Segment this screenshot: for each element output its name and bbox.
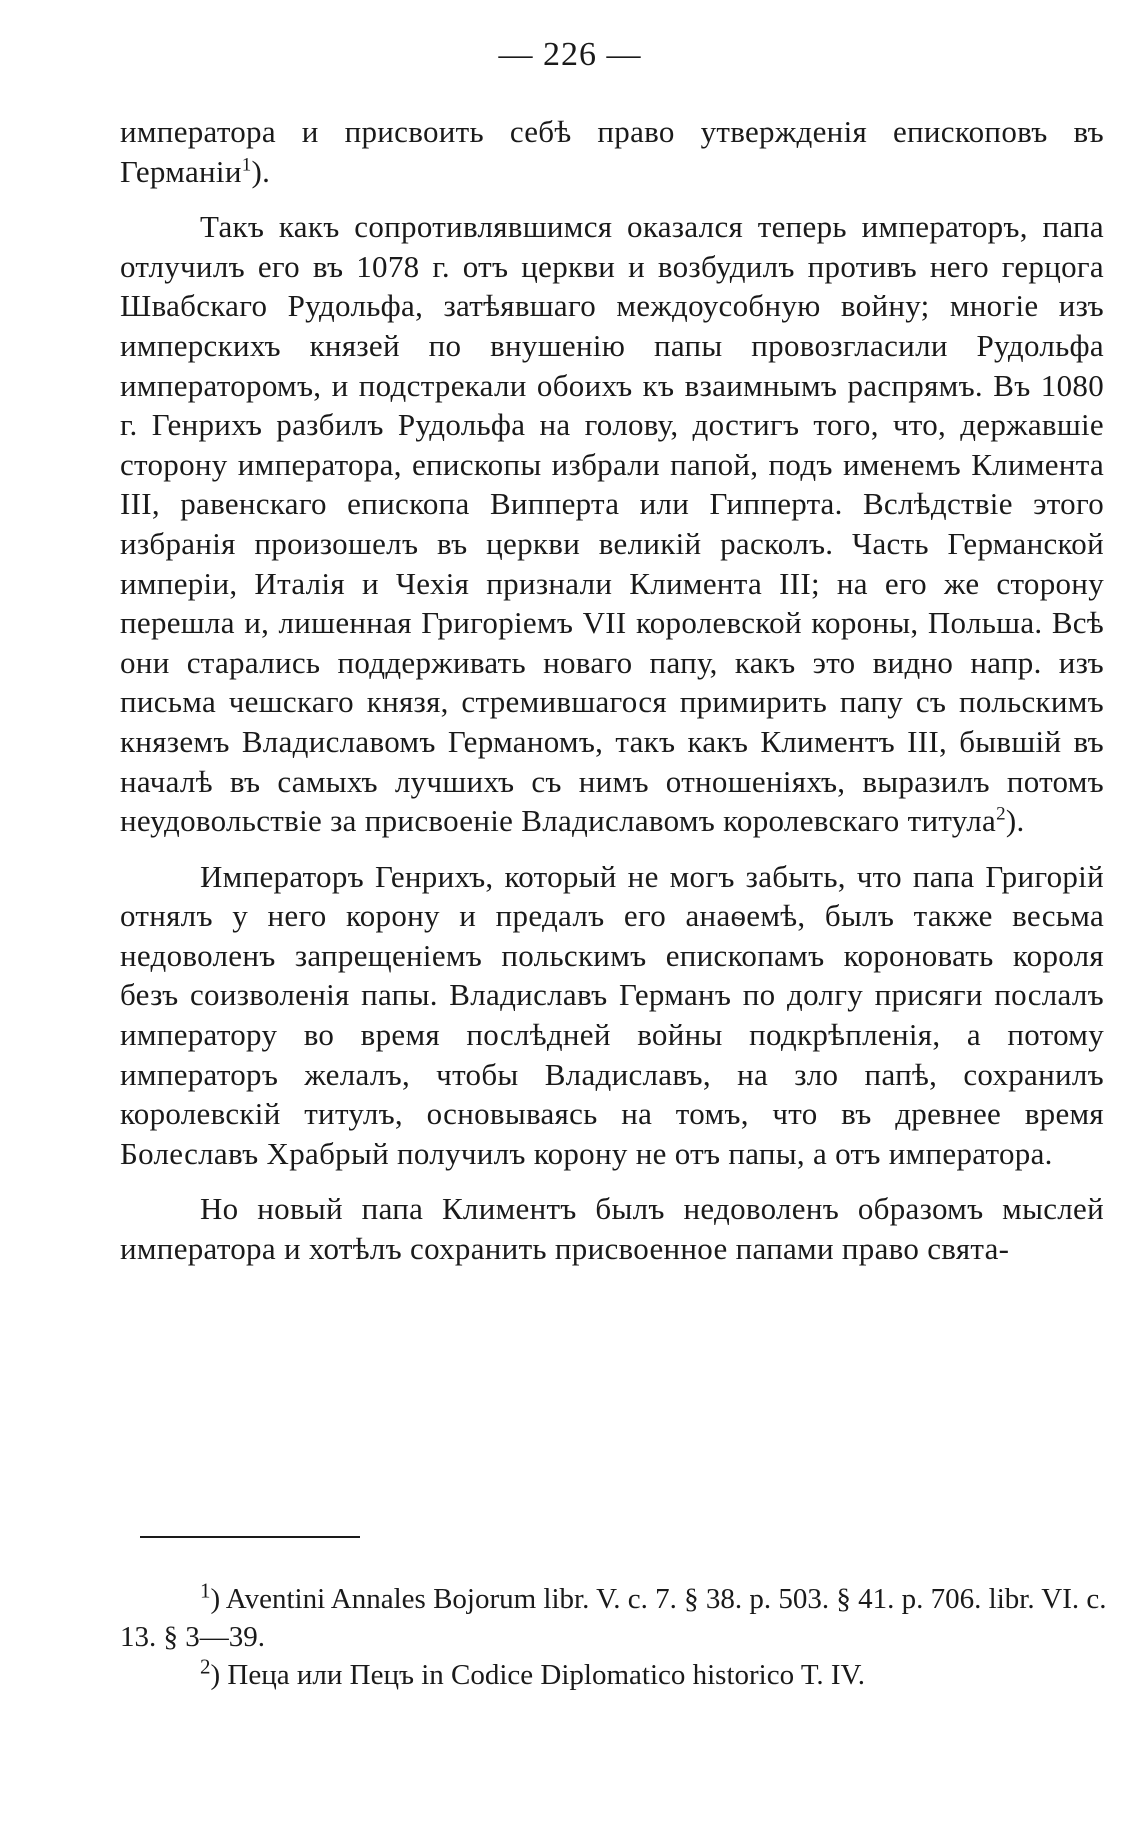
footnote-mark: 1 <box>200 1578 211 1603</box>
paragraph-text: Императоръ Генрихъ, который не могъ забыть, что папа Григорій отнялъ у него корону и предалъ его анаѳемѣ, былъ также весьма недоволенъ запрещеніемъ польскимъ епископамъ короновать короля безъ соизволенія папы. Владиславъ Германъ по долгу присяги послалъ императору во время послѣдней войны подкрѣпленія, а потому императоръ желалъ, чтобы Владиславъ, на зло папѣ, сохранилъ королевскій титулъ, основываясь на томъ, что въ древнее время Болеславъ Храбрый получилъ корону не отъ папы, а отъ императора. <box>120 858 1104 1171</box>
paragraph-text: Но новый папа Климентъ былъ недоволенъ образомъ мыслей императора и хотѣлъ сохранить присвоенное папами право свята- <box>120 1191 1104 1267</box>
footnote-text: ) Пеца или Пецъ in Codice Diplomatico historico T. IV. <box>210 1659 866 1691</box>
footnote-1 <box>120 1580 1110 1656</box>
paragraph-text: Такъ какъ сопротивлявшимся оказался теперь императоръ, папа отлучилъ его въ 1078 г. отъ церкви и возбудилъ противъ него герцога Швабскаго Рудольфа, затѣявшаго междоусобную войну; многіе изъ имперскихъ князей по внушенію папы провозгласили Рудольфа императоромъ, и подстрекали обоихъ къ взаимнымъ распрямъ. Въ 1080 г. Генрихъ разбилъ Рудольфа на голову, достигъ того, что, державшіе сторону императора, епископы избрали папой, подъ именемъ Климента III, равенскаго епископа Випперта или Гиппертa. Вслѣдствіе этого избранія произошелъ въ церкви великій расколъ. Часть Германской имперіи, Италія и Чехія признали Климента III; на его же сторону перешла и, лишенная Григоріемъ VII королевской короны, Польша. Всѣ они старались поддерживать новаго папу, какъ это видно напр. изъ письма чешскаго князя, стремившагося примирить папу съ польскимъ княземъ Владиславомъ Германомъ, такъ какъ Климентъ III, бывшій въ началѣ въ самыхъ лучшихъ съ нимъ отношеніяхъ, выразилъ потомъ неудовольствіе за присвоеніе Владиславомъ королевскаго титула <box>120 209 1104 839</box>
footnote-mark: 2 <box>200 1654 211 1679</box>
paragraph-tail: ). <box>251 153 271 189</box>
footnote-divider <box>140 1536 360 1538</box>
footnote-2 <box>120 1656 1110 1694</box>
paragraph-4 <box>120 1189 1104 1268</box>
footnote-text: ) Aventini Annales Bojorum libr. V. c. 7. § 38. p. 503. § 41. p. 706. libr. VI. c. 13. § 3—39. <box>120 1583 1107 1653</box>
paragraph-tail: ). <box>1005 803 1025 839</box>
footnote-reference[interactable]: 2 <box>996 803 1006 825</box>
footnote-reference[interactable]: 1 <box>241 154 252 176</box>
main-text <box>120 112 1104 1285</box>
footnotes <box>120 1580 1110 1694</box>
paragraph-1 <box>120 112 1104 191</box>
paragraph-3 <box>120 857 1104 1174</box>
paragraph-2 <box>120 207 1104 841</box>
paragraph-text: императора и присвоить себѣ право утвержденія епископовъ въ Германіи <box>120 114 1104 189</box>
page-number: — 226 — <box>498 36 642 73</box>
